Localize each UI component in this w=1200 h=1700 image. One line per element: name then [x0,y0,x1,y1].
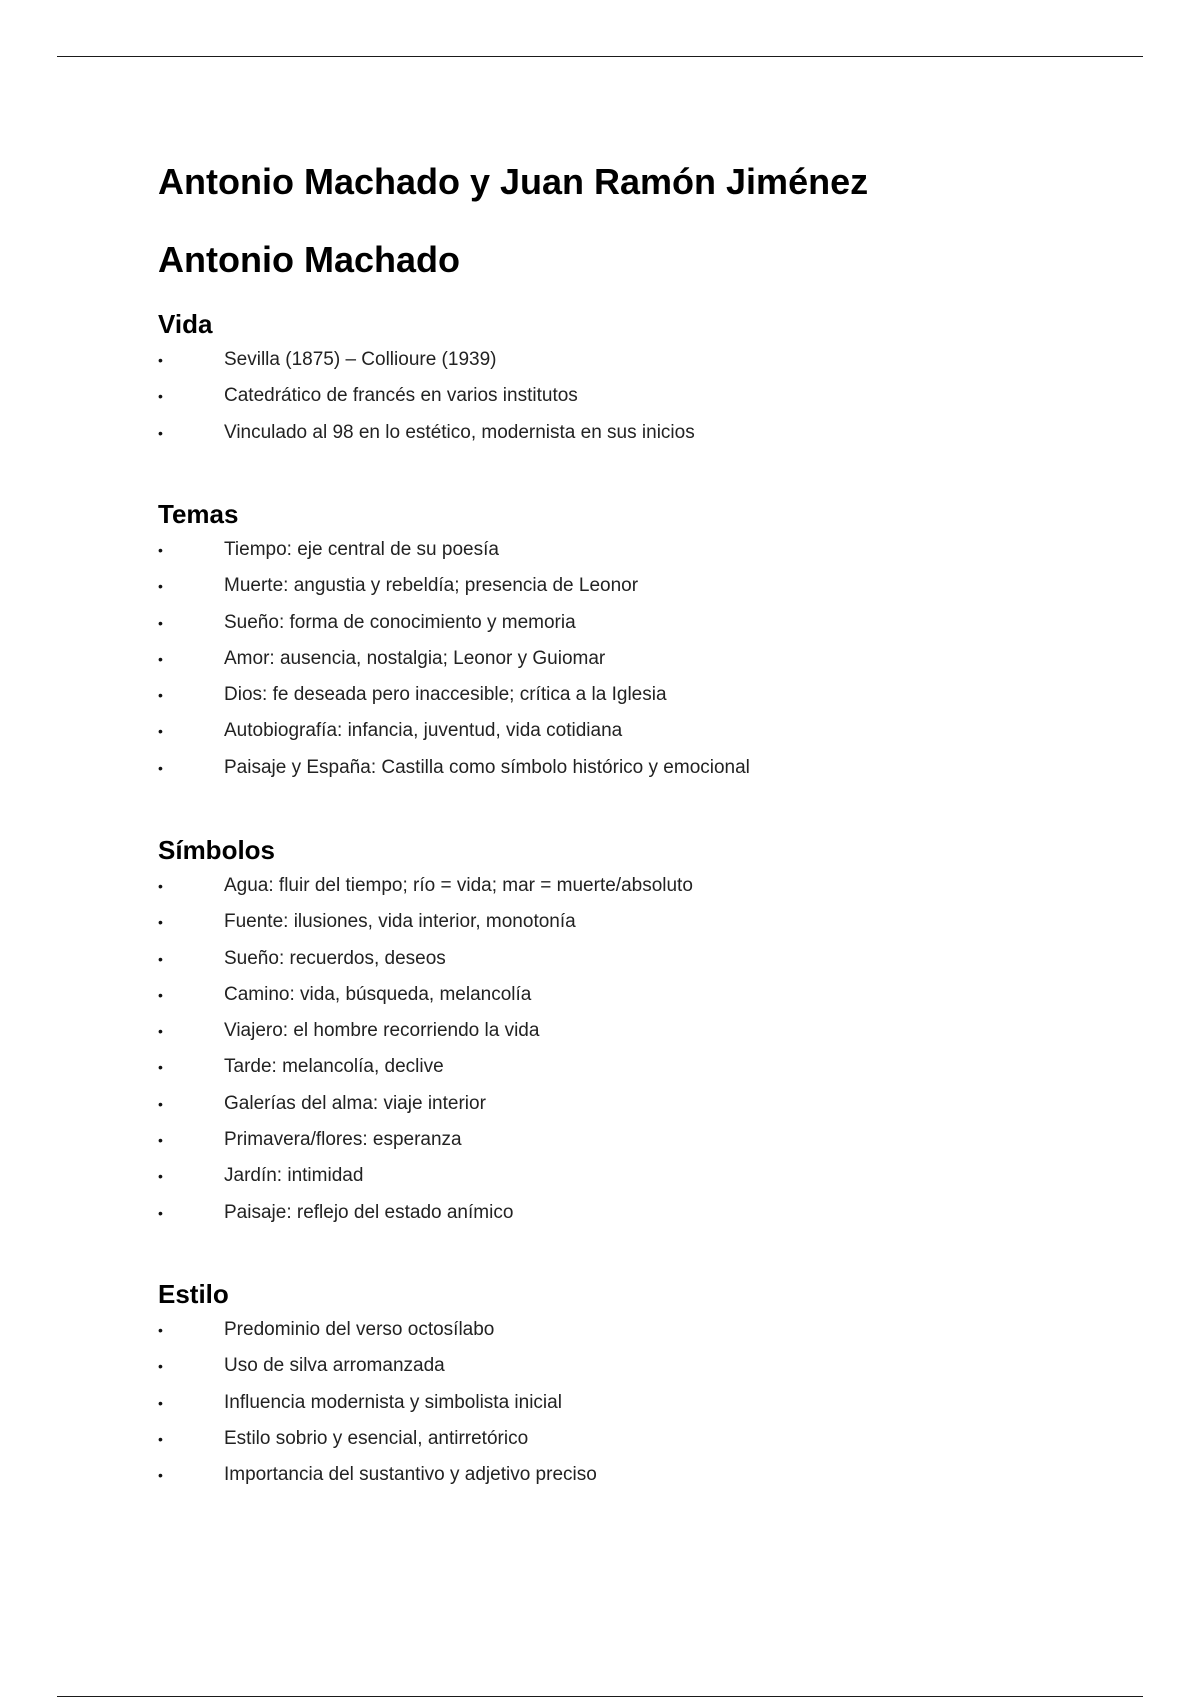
section-heading: Temas [158,499,239,529]
list-item-text: Amor: ausencia, nostalgia; Leonor y Guiomar [224,647,606,669]
list-item-text: Vinculado al 98 en lo estético, modernista en sus inicios [224,421,695,443]
list-item [158,1122,1118,1158]
list-item-text: Importancia del sustantivo y adjetivo preciso [224,1464,597,1486]
list-item-text: Tiempo: eje central de su poesía [224,539,499,560]
list-item [158,1348,1118,1384]
bullet-icon: • [158,1204,163,1221]
list-item-text: Camino: vida, búsqueda, melancolía [224,983,532,1005]
bullet-icon: • [158,1322,163,1338]
bullet-icon: • [158,950,163,967]
bullet-icon: • [158,542,163,558]
list-item-text: Tarde: melancolía, declive [224,1056,444,1078]
bullet-icon: • [158,1023,163,1040]
list-item-text: Paisaje y España: Castilla como símbolo histórico y emocional [224,756,750,778]
list-item [158,342,1118,378]
list-item [158,941,1118,977]
section-temas [158,496,1118,786]
list-item-text: Galerías del alma: viaje interior [224,1092,486,1114]
list-item [158,532,1118,568]
bullet-icon: • [158,723,163,740]
list-item-text: Sevilla (1875) – Collioure (1939) [224,349,497,370]
list-item [158,1195,1118,1231]
list-item-text: Agua: fluir del tiempo; río = vida; mar = muerte/absoluto [224,875,693,896]
list-item [158,1086,1118,1122]
bullet-icon: • [158,424,163,441]
bullet-icon: • [158,687,163,704]
section-simbolos [158,832,1118,1231]
list-item-text: Jardín: intimidad [224,1165,364,1187]
list-item-text: Muerte: angustia y rebeldía; presencia de Leonor [224,575,639,597]
bullet-icon: • [158,650,163,667]
bullet-icon: • [158,1095,163,1112]
section-estilo [158,1276,1118,1493]
list-item [158,568,1118,604]
list-item [158,677,1118,713]
list-item [158,1049,1118,1085]
footer-rule [57,1696,1143,1697]
bullet-list [158,532,1118,786]
list-item-text: Estilo sobrio y esencial, antirretórico [224,1427,529,1449]
header-rule [57,56,1143,57]
list-item [158,904,1118,940]
bullet-icon: • [158,1430,163,1447]
bullet-list [158,868,1118,1231]
list-item [158,977,1118,1013]
bullet-icon: • [158,578,163,595]
list-item [158,1385,1118,1421]
list-item [158,1312,1118,1348]
bullet-icon: • [158,1358,163,1375]
list-item [158,1421,1118,1457]
list-item [158,641,1118,677]
list-item-text: Predominio del verso octosílabo [224,1319,495,1340]
list-item-text: Influencia modernista y simbolista inicial [224,1391,562,1413]
bullet-icon: • [158,1394,163,1411]
section-heading: Estilo [158,1279,229,1309]
list-item [158,1158,1118,1194]
section-heading: Símbolos [158,835,276,865]
list-item-text: Paisaje: reflejo del estado anímico [224,1201,514,1223]
list-item-text: Fuente: ilusiones, vida interior, monotonía [224,911,576,933]
list-item-text: Viajero: el hombre recorriendo la vida [224,1020,540,1042]
list-item-text: Dios: fe deseada pero inaccesible; crítica a la Iglesia [224,684,667,706]
section-vida [158,306,1118,451]
bullet-icon: • [158,878,163,894]
bullet-icon: • [158,1467,163,1484]
bullet-icon: • [158,1132,163,1149]
section-heading: Vida [158,309,213,339]
list-item [158,415,1118,451]
bullet-icon: • [158,614,163,631]
document-title: Antonio Machado y Juan Ramón Jiménez [158,161,869,202]
bullet-icon: • [158,1059,163,1076]
bullet-icon: • [158,914,163,931]
list-item-text: Sueño: recuerdos, deseos [224,947,446,969]
list-item [158,868,1118,904]
list-item-text: Autobiografía: infancia, juventud, vida cotidiana [224,720,623,742]
list-item [158,1457,1118,1493]
bullet-icon: • [158,759,163,776]
bullet-list [158,342,1118,451]
bullet-list [158,1312,1118,1493]
bullet-icon: • [158,986,163,1003]
bullet-icon: • [158,1168,163,1185]
list-item [158,713,1118,749]
list-item-text: Primavera/flores: esperanza [224,1129,462,1151]
list-item [158,750,1118,786]
list-item-text: Sueño: forma de conocimiento y memoria [224,611,576,633]
author-heading: Antonio Machado [158,239,460,280]
list-item [158,1013,1118,1049]
bullet-icon: • [158,388,163,405]
list-item-text: Uso de silva arromanzada [224,1355,445,1377]
bullet-icon: • [158,352,163,368]
list-item-text: Catedrático de francés en varios institutos [224,385,578,407]
list-item [158,378,1118,414]
list-item [158,605,1118,641]
